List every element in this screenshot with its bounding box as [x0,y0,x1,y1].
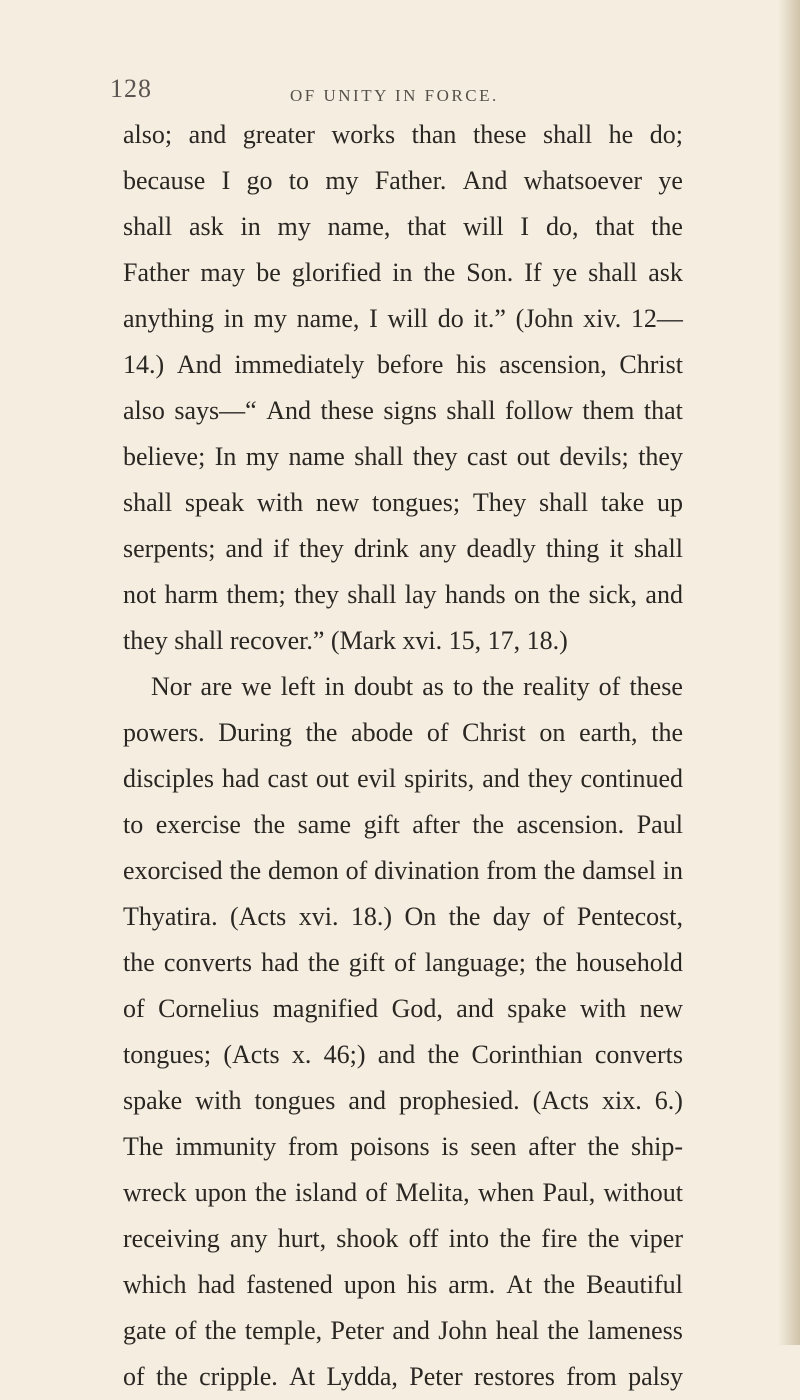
text-line: gate of the temple, Peter and John heal the lameness [123,1316,683,1345]
text-line: believe; In my name shall they cast out devils; they [123,442,683,471]
text-line: serpents; and if they drink any deadly thing it shall [123,534,683,563]
page-number: 128 [110,74,152,103]
text-line: the converts had the gift of language; the household [123,948,683,977]
page-edge-shadow [778,0,800,1345]
text-line: spake with tongues and prophesied. (Acts xix. 6.) [123,1086,683,1115]
text-line: Nor are we left in doubt as to the reality of these [151,672,683,701]
text-line: also; and greater works than these shall he do; [123,120,683,149]
text-line: The immunity from poisons is seen after the ship- [123,1132,683,1161]
text-line: Father may be glorified in the Son. If ye shall ask [123,258,683,287]
text-line: 14.) And immediately before his ascension, Christ [123,350,683,379]
text-line: because I go to my Father. And whatsoever ye [123,166,683,195]
text-line: not harm them; they shall lay hands on the sick, and [123,580,683,609]
text-line: to exercise the same gift after the ascension. Paul [123,810,683,839]
text-line: tongues; (Acts x. 46;) and the Corinthian converts [123,1040,683,1069]
text-line: anything in my name, I will do it.” (John xiv. 12— [123,304,683,333]
text-line: disciples had cast out evil spirits, and they continued [123,764,683,793]
text-line: receiving any hurt, shook off into the fire the viper [123,1224,683,1253]
text-line: shall speak with new tongues; They shall take up [123,488,683,517]
text-line: which had fastened upon his arm. At the Beautiful [123,1270,683,1299]
page-header [110,74,730,114]
text-line: Thyatira. (Acts xvi. 18.) On the day of Pentecost, [123,902,683,931]
text-line: they shall recover.” (Mark xvi. 15, 17, 18.) [123,626,568,655]
text-line: exorcised the demon of divination from the damsel in [123,856,683,885]
body-text [123,112,683,1400]
text-line: powers. During the abode of Christ on earth, the [123,718,683,747]
text-line: shall ask in my name, that will I do, that the [123,212,683,241]
running-head: OF UNITY IN FORCE. [290,86,499,105]
text-line: wreck upon the island of Melita, when Paul, without [123,1178,683,1207]
text-line: also says—“ And these signs shall follow them that [123,396,683,425]
text-line: of Cornelius magnified God, and spake with new [123,994,683,1023]
text-line: of the cripple. At Lydda, Peter restores from palsy [123,1362,683,1391]
